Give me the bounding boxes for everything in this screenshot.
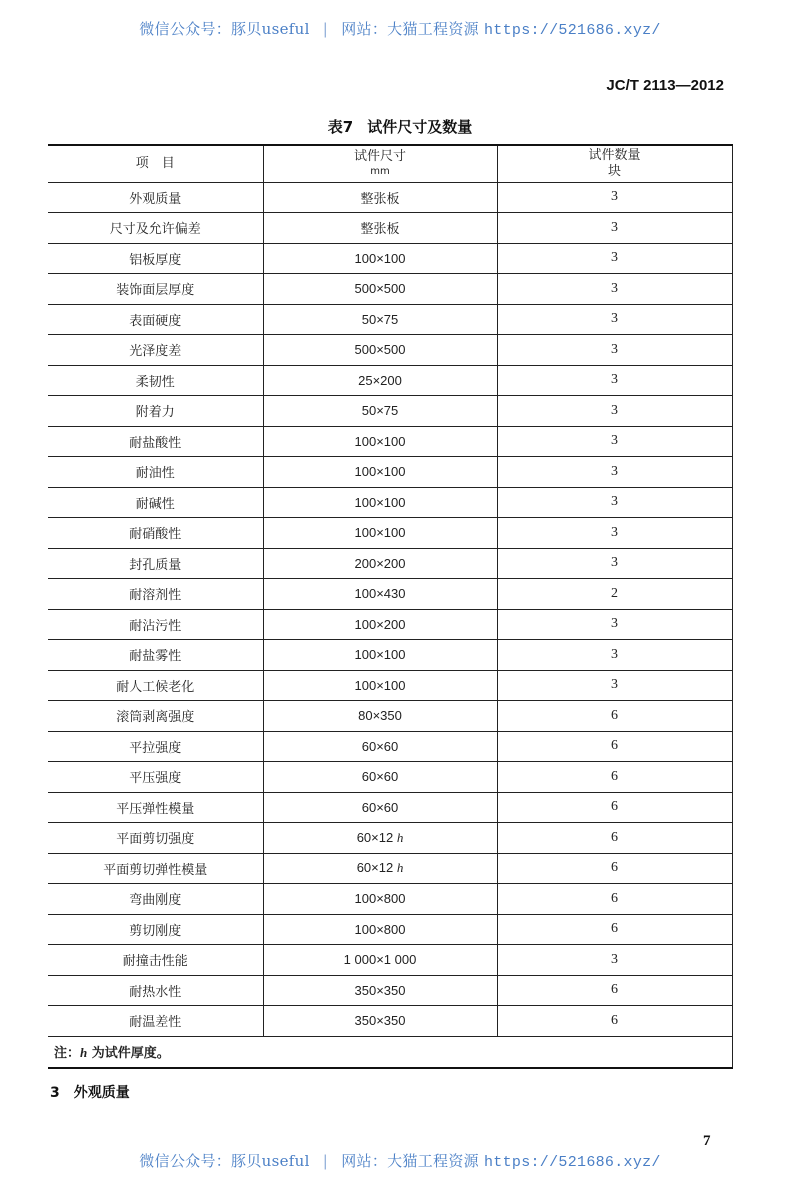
cell-item: 平面剪切弹性模量: [48, 853, 263, 884]
table-row: [48, 243, 732, 274]
watermark-wechat: 微信公众号：豚贝useful: [139, 1152, 310, 1170]
table-row: [48, 762, 732, 793]
watermark-site-label: 网站：大猫工程资源: [341, 20, 479, 38]
cell-size: 整张板: [263, 182, 497, 213]
cell-count: 3: [497, 945, 732, 976]
table-row: [48, 1006, 732, 1037]
cell-item: 平面剪切强度: [48, 823, 263, 854]
page-number: 7: [703, 1133, 711, 1149]
cell-count: 6: [497, 762, 732, 793]
cell-size: 350×350: [263, 975, 497, 1006]
cell-count: 3: [497, 274, 732, 305]
cell-size: 100×100: [263, 243, 497, 274]
cell-count: 3: [497, 182, 732, 213]
cell-count: 6: [497, 884, 732, 915]
cell-item: 外观质量: [48, 182, 263, 213]
table-row: [48, 945, 732, 976]
table-row: [48, 396, 732, 427]
cell-item: 光泽度差: [48, 335, 263, 366]
cell-item: 滚筒剥离强度: [48, 701, 263, 732]
watermark-top: [0, 18, 800, 39]
cell-item: 耐热水性: [48, 975, 263, 1006]
cell-item: 耐溶剂性: [48, 579, 263, 610]
table-row: [48, 792, 732, 823]
section-number: 3: [50, 1085, 60, 1101]
cell-count: 6: [497, 853, 732, 884]
cell-size: 100×800: [263, 884, 497, 915]
table-number: 表7: [327, 118, 354, 136]
cell-count: 6: [497, 701, 732, 732]
cell-size: 60×60: [263, 731, 497, 762]
watermark-separator: |: [322, 1152, 329, 1170]
cell-size: 100×430: [263, 579, 497, 610]
cell-item: 耐温差性: [48, 1006, 263, 1037]
cell-count: 3: [497, 426, 732, 457]
table-header-row: [48, 145, 732, 182]
section-title: 外观质量: [73, 1085, 130, 1101]
table-row: [48, 914, 732, 945]
table-row: [48, 274, 732, 305]
cell-size: 350×350: [263, 1006, 497, 1037]
cell-count: 6: [497, 731, 732, 762]
table-row: [48, 487, 732, 518]
header-count-label: 试件数量: [588, 148, 641, 164]
table-row: [48, 213, 732, 244]
cell-size: 60×12 h: [263, 853, 497, 884]
table-row: [48, 823, 732, 854]
watermark-url: https://521686.xyz/: [484, 22, 661, 39]
cell-size: 60×60: [263, 762, 497, 793]
table-row: [48, 670, 732, 701]
table-row: [48, 731, 732, 762]
cell-item: 弯曲刚度: [48, 884, 263, 915]
table-row: [48, 304, 732, 335]
table-note: 注：h 为试件厚度。: [48, 1036, 732, 1068]
variable-h: h: [396, 860, 404, 876]
watermark-site-label: 网站：大猫工程资源: [341, 1152, 479, 1170]
watermark-wechat: 微信公众号：豚贝useful: [139, 20, 310, 38]
table-row: [48, 335, 732, 366]
cell-count: 3: [497, 213, 732, 244]
table-caption: [0, 116, 800, 137]
cell-item: 封孔质量: [48, 548, 263, 579]
cell-size: 整张板: [263, 213, 497, 244]
watermark-url: https://521686.xyz/: [484, 1154, 661, 1171]
table-row: [48, 518, 732, 549]
cell-size: 100×100: [263, 457, 497, 488]
cell-size: 100×100: [263, 487, 497, 518]
cell-count: 6: [497, 792, 732, 823]
header-count-unit: 块: [607, 164, 621, 180]
header-size: [263, 145, 497, 182]
cell-count: 3: [497, 365, 732, 396]
cell-count: 6: [497, 975, 732, 1006]
cell-size: 500×500: [263, 274, 497, 305]
cell-size: 50×75: [263, 396, 497, 427]
cell-item: 柔韧性: [48, 365, 263, 396]
cell-item: 装饰面层厚度: [48, 274, 263, 305]
table-row: [48, 975, 732, 1006]
cell-count: 3: [497, 457, 732, 488]
cell-count: 3: [497, 487, 732, 518]
table-body: [48, 182, 732, 1036]
cell-item: 耐沾污性: [48, 609, 263, 640]
table-note-row: [48, 1036, 732, 1068]
header-item: [48, 145, 263, 182]
table-row: [48, 457, 732, 488]
cell-size: 200×200: [263, 548, 497, 579]
header-count: [497, 145, 732, 182]
standard-code: JC/T 2113—2012: [606, 77, 724, 94]
variable-h: h: [396, 829, 404, 845]
cell-size: 100×100: [263, 640, 497, 671]
cell-size: 60×60: [263, 792, 497, 823]
cell-count: 3: [497, 243, 732, 274]
table-row: [48, 884, 732, 915]
table-row: [48, 640, 732, 671]
watermark-bottom: [0, 1150, 800, 1171]
cell-size: 100×800: [263, 914, 497, 945]
variable-h: h: [80, 1045, 88, 1060]
cell-item: 耐盐雾性: [48, 640, 263, 671]
cell-size: 80×350: [263, 701, 497, 732]
section-heading: [50, 1082, 130, 1102]
cell-size: 100×200: [263, 609, 497, 640]
cell-count: 3: [497, 640, 732, 671]
cell-item: 耐撞击性能: [48, 945, 263, 976]
cell-count: 3: [497, 396, 732, 427]
cell-item: 耐碱性: [48, 487, 263, 518]
specimen-table: [48, 144, 733, 1069]
table-title: 试件尺寸及数量: [367, 118, 473, 136]
cell-item: 剪切刚度: [48, 914, 263, 945]
table-row: [48, 609, 732, 640]
table-row: [48, 548, 732, 579]
cell-count: 6: [497, 823, 732, 854]
table-row: [48, 579, 732, 610]
cell-size: 100×100: [263, 670, 497, 701]
table-row: [48, 701, 732, 732]
table-row: [48, 365, 732, 396]
cell-count: 6: [497, 914, 732, 945]
table-row: [48, 182, 732, 213]
cell-item: 平压弹性模量: [48, 792, 263, 823]
cell-count: 3: [497, 670, 732, 701]
watermark-separator: |: [322, 20, 329, 38]
cell-item: 耐人工候老化: [48, 670, 263, 701]
cell-count: 3: [497, 548, 732, 579]
cell-count: 2: [497, 579, 732, 610]
cell-item: 尺寸及允许偏差: [48, 213, 263, 244]
cell-size: 1 000×1 000: [263, 945, 497, 976]
cell-size: 60×12 h: [263, 823, 497, 854]
cell-size: 25×200: [263, 365, 497, 396]
cell-size: 500×500: [263, 335, 497, 366]
cell-count: 3: [497, 304, 732, 335]
table-row: [48, 853, 732, 884]
header-size-label: 试件尺寸: [353, 149, 406, 165]
table-row: [48, 426, 732, 457]
cell-size: 50×75: [263, 304, 497, 335]
cell-count: 6: [497, 1006, 732, 1037]
cell-item: 表面硬度: [48, 304, 263, 335]
cell-size: 100×100: [263, 426, 497, 457]
cell-count: 3: [497, 609, 732, 640]
cell-item: 耐油性: [48, 457, 263, 488]
cell-count: 3: [497, 518, 732, 549]
cell-item: 耐硝酸性: [48, 518, 263, 549]
cell-count: 3: [497, 335, 732, 366]
cell-item: 平拉强度: [48, 731, 263, 762]
header-size-unit: mm: [370, 166, 390, 178]
cell-item: 耐盐酸性: [48, 426, 263, 457]
cell-item: 附着力: [48, 396, 263, 427]
header-item-label: 项 目: [135, 156, 175, 172]
cell-item: 平压强度: [48, 762, 263, 793]
cell-size: 100×100: [263, 518, 497, 549]
cell-item: 铝板厚度: [48, 243, 263, 274]
